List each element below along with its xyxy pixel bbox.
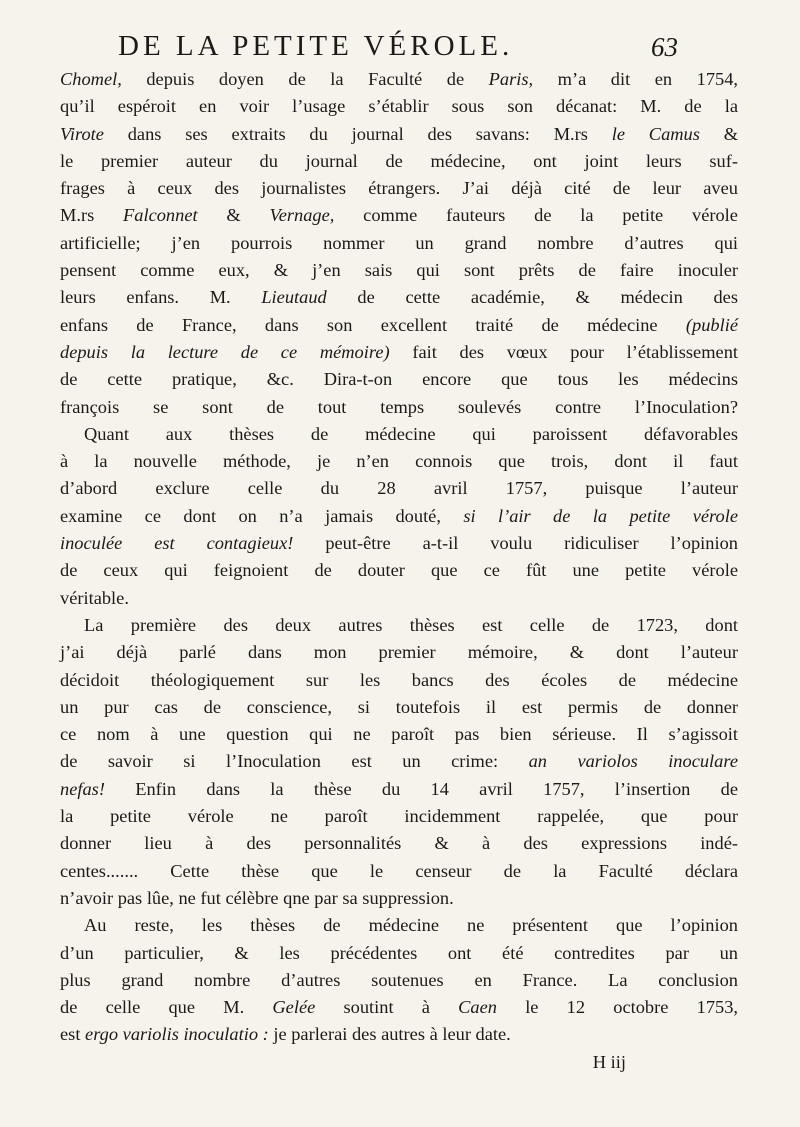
text-segment: Au reste, les thèses de médecine ne présentent que l’opinion xyxy=(84,915,738,936)
text-line xyxy=(60,366,738,393)
text-segment: le 12 octobre 1753, xyxy=(496,997,738,1018)
text-line xyxy=(60,66,738,93)
text-line xyxy=(60,284,738,311)
text-line xyxy=(60,967,738,994)
text-segment: leurs enfans. M. xyxy=(60,287,262,308)
text-line xyxy=(60,830,738,857)
text-line xyxy=(60,448,738,475)
text-line xyxy=(60,257,738,284)
text-segment: n’avoir pas lûe, ne fut célèbre qne par sa suppression. xyxy=(60,887,454,908)
text-line xyxy=(60,667,738,694)
text-segment: fait des vœux pour l’établissement xyxy=(389,341,738,362)
italic-text: ergo variolis inoculatio : xyxy=(85,1024,269,1045)
text-segment: Quant aux thèses de médecine qui paroissent défavorables xyxy=(84,423,738,444)
italic-text: Caen xyxy=(458,997,497,1018)
text-segment: artificielle; j’en pourrois nommer un grand nombre d’autres qui xyxy=(60,232,738,253)
text-line xyxy=(60,421,738,448)
text-line xyxy=(60,557,738,584)
italic-text: le Camus xyxy=(611,123,700,144)
italic-text: inoculée est contagieux! xyxy=(60,533,294,554)
running-title: DE LA PETITE VÉROLE. xyxy=(118,30,514,62)
body-text xyxy=(60,66,738,1076)
text-line xyxy=(60,503,738,530)
text-segment: véritable. xyxy=(60,587,129,608)
text-line xyxy=(60,121,738,148)
italic-text: Virote xyxy=(60,123,104,144)
text-segment: de ceux qui feignoient de douter que ce fût une petite vérole xyxy=(60,560,738,581)
text-line xyxy=(60,394,738,421)
text-line xyxy=(60,912,738,939)
text-segment: comme fauteurs de la petite vérole xyxy=(334,205,738,226)
text-segment: est xyxy=(60,1024,86,1045)
italic-text: an variolos inoculare xyxy=(528,751,738,772)
text-line xyxy=(60,148,738,175)
text-line xyxy=(60,639,738,666)
text-segment: & xyxy=(699,123,739,144)
text-line xyxy=(60,530,738,557)
text-segment: le premier auteur du journal de médecine, ont joint leurs suf- xyxy=(60,150,738,171)
text-segment: de cette pratique, &c. Dira-t-on encore que tous les médecins xyxy=(60,369,738,390)
text-segment: de cette académie, & médecin des xyxy=(326,287,738,308)
text-line xyxy=(60,940,738,967)
text-segment: françois se sont de tout temps soulevés contre l’Inoculation? xyxy=(60,396,738,417)
italic-text: Lieutaud xyxy=(261,287,327,308)
text-segment: La première des deux autres thèses est celle de 1723, dont xyxy=(84,614,738,635)
text-line xyxy=(60,175,738,202)
text-segment: & xyxy=(197,205,270,226)
text-line xyxy=(60,93,738,120)
text-segment: Enfin dans la thèse du 14 avril 1757, l’insertion de xyxy=(104,778,738,799)
text-segment: enfans de France, dans son excellent traité de médecine xyxy=(60,314,686,335)
text-segment: soutint à xyxy=(315,997,459,1018)
italic-text: depuis la lecture de ce mémoire) xyxy=(60,341,390,362)
text-segment: pensent comme eux, & j’en sais qui sont prêts de faire inoculer xyxy=(60,260,738,281)
text-segment: peut-être a-t-il voulu ridiculiser l’opinion xyxy=(293,533,738,554)
text-segment: ce nom à une question qui ne paroît pas bien sérieuse. Il s’agissoit xyxy=(60,724,738,745)
italic-text: (publié xyxy=(685,314,738,335)
text-segment: qu’il espéroit en voir l’usage s’établir sous son décanat: M. de la xyxy=(60,96,738,117)
italic-text: Falconnet xyxy=(123,205,198,226)
text-line xyxy=(60,885,738,912)
text-line xyxy=(60,776,738,803)
text-segment: M.rs xyxy=(60,205,124,226)
text-line xyxy=(60,612,738,639)
text-segment: un pur cas de conscience, si toutefois il est permis de donner xyxy=(60,696,738,717)
italic-text: Chomel, xyxy=(60,69,122,89)
text-line xyxy=(60,475,738,502)
text-segment: centes....... Cette thèse que le censeur de la Faculté déclara xyxy=(60,860,738,881)
page-number: 63 xyxy=(651,32,678,62)
text-line xyxy=(60,1021,738,1048)
text-segment: la petite vérole ne paroît incidemment rappelée, que pour xyxy=(60,806,738,827)
text-segment: depuis doyen de la Faculté de xyxy=(121,69,489,89)
text-line xyxy=(60,858,738,885)
text-line xyxy=(60,994,738,1021)
italic-text: Paris, xyxy=(488,69,534,89)
text-segment: je parlerai des autres à leur date. xyxy=(268,1024,511,1045)
text-line xyxy=(60,748,738,775)
italic-text: nefas! xyxy=(60,778,105,799)
text-segment: de savoir si l’Inoculation est un crime: xyxy=(60,751,529,772)
text-segment: d’un particulier, & les précédentes ont été contredites par un xyxy=(60,942,738,963)
signature-mark xyxy=(60,1049,738,1076)
text-line xyxy=(60,721,738,748)
text-segment: examine ce dont on n’a jamais douté, xyxy=(60,505,464,526)
text-line xyxy=(60,694,738,721)
text-segment: dans ses extraits du journal des savans: M.rs xyxy=(103,123,612,144)
text-line xyxy=(60,339,738,366)
text-segment: à la nouvelle méthode, je n’en connois que trois, dont il faut xyxy=(60,451,738,472)
text-segment: frages à ceux des journalistes étrangers. J’ai déjà cité de leur aveu xyxy=(60,178,738,199)
text-segment: j’ai déjà parlé dans mon premier mémoire, & dont l’auteur xyxy=(60,642,738,663)
text-segment: m’a dit en 1754, xyxy=(533,69,738,89)
italic-text: si l’air de la petite vérole xyxy=(463,505,738,526)
text-line xyxy=(60,202,738,229)
text-segment: décidoit théologiquement sur les bancs des écoles de médecine xyxy=(60,669,738,690)
text-segment: d’abord exclure celle du 28 avril 1757, puisque l’auteur xyxy=(60,478,738,499)
italic-text: Gelée xyxy=(272,997,316,1018)
text-line xyxy=(60,585,738,612)
text-line xyxy=(60,312,738,339)
text-segment: H iij xyxy=(592,1051,626,1072)
text-segment: donner lieu à des personnalités & à des expressions indé- xyxy=(60,833,738,854)
italic-text: Vernage, xyxy=(269,205,335,226)
text-line xyxy=(60,803,738,830)
text-line xyxy=(60,230,738,257)
text-segment: plus grand nombre d’autres soutenues en France. La conclusion xyxy=(60,969,738,990)
running-head xyxy=(118,30,678,64)
text-segment: de celle que M. xyxy=(60,997,273,1018)
